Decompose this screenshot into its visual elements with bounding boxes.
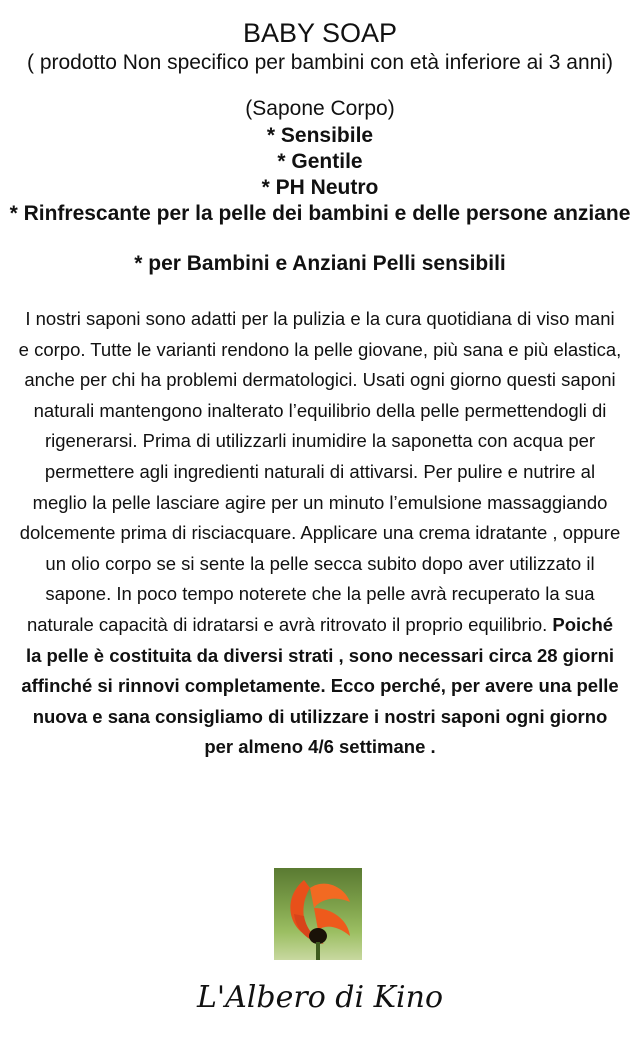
product-type: (Sapone Corpo) [245, 97, 395, 120]
product-title: BABY SOAP [242, 18, 398, 48]
feature-item: * per Bambini e Anziani Pelli sensibili [134, 252, 506, 275]
feature-item: * Rinfrescante per la pelle dei bambini e delle persone anziane [9, 202, 631, 225]
age-note: ( prodotto Non specifico per bambini con età inferiore ai 3 anni) [27, 51, 613, 74]
description-bold-text: Poiché la pelle è costituita da diversi strati , sono necessari circa 28 giorni affinché si rinnovi completamente. Ecco perché, per avere una pelle nuova e sana consigliamo di utilizzare i nostri saponi ogni giorno per almeno 4/6 settimane . [21, 613, 619, 758]
description-text: I nostri saponi sono adatti per la pulizia e la cura quotidiana di viso mani e corpo. Tutte le varianti rendono la pelle giovane, più sana e più elastica, anche per chi ha problemi dermatologici. Usati ogni giorno questi saponi naturali mantengono inalterato l’equilibrio della pelle permettendogli di rigenerarsi. Prima di utilizzarli inumidire la saponetta con acqua per permettere agli ingredienti naturali di attivarsi. Per pulire e nutrire al meglio la pelle lasciare agire per un minuto l’emulsione massaggiando dolcemente prima di risciacquare. Applicare una crema idratante , oppure un olio corpo se si sente la pelle secca subito dopo aver utilizzato il sapone. In poco tempo noterete che la pelle avrà recuperato la sua naturale capacità di idratarsi e avrà ritrovato il proprio equilibrio. [18, 308, 622, 635]
feature-item: * Gentile [277, 150, 363, 173]
flower-logo-image [274, 868, 362, 960]
flower-icon [274, 868, 362, 960]
feature-item: * PH Neutro [261, 176, 379, 199]
description-paragraph [18, 304, 622, 763]
feature-item: * Sensibile [266, 124, 374, 147]
brand-signature: L'Albero di Kino [196, 980, 444, 1015]
